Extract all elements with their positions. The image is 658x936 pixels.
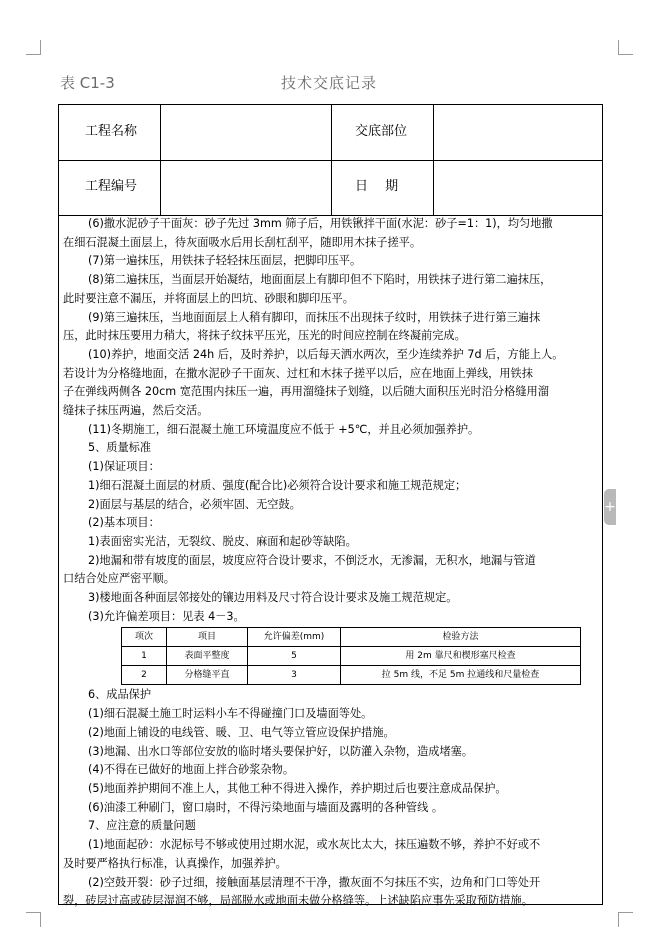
text-line: 及时要严格执行标准，认真操作，加强养护。 (63, 856, 287, 870)
text-line: (6)油漆工种刷门，窗口扇时，不得污染地面与墙面及露明的各种管线 。 (88, 800, 444, 814)
table-header-cell: 检验方法 (341, 628, 581, 647)
info-row-1 (59, 105, 602, 161)
text-line: 子在弹线两侧各 20cm 宽范围内抹压一遍，再用溜缝抹子划缝，以后随大面积压光时沿分格缝用溜 (63, 385, 549, 399)
text-line: (5)地面养护期间不准上人，其他工种不得进入操作，养护期过后也要注意成品保护。 (88, 781, 507, 795)
text-line: (11)冬期施工，细石混凝土施工环境温度应不低于 +5℃，并且必须加强养护。 (88, 422, 480, 436)
date-value[interactable] (439, 160, 599, 214)
table-header-cell: 项目 (167, 628, 248, 647)
table-header-row (122, 628, 581, 647)
text-line: (2)空鼓开裂：砂子过细，接触面基层清理不干净，撒灰面不匀抹压不实，边角和门口等处开 (88, 875, 541, 889)
text-line: 1)细石混凝土面层的材质、强度(配合比)必须符合设计要求和施工规范规定； (88, 478, 467, 492)
text-line: (3)地漏、出水口等部位安放的临时堵头要保护好，以防灌入杂物，造成堵塞。 (88, 744, 474, 758)
text-line: 6、成品保护 (88, 688, 152, 702)
text-line: 口结合处应严密平顺。 (63, 572, 175, 586)
info-row-2 (59, 160, 602, 216)
deviation-table (121, 627, 581, 685)
record-sheet (58, 104, 603, 908)
text-line: 若设计为分格缝地面，在撒水泥砂子干面灰、过杠和木抹子搓平以后，应在地面上弹线，用铁抹 (63, 366, 533, 380)
date-label: 日 期 (355, 179, 399, 194)
project-no-value[interactable] (167, 160, 327, 214)
text-line: 5、质量标准 (88, 441, 152, 455)
crop-mark-top-right (618, 40, 633, 55)
text-line: (3)允许偏差项目：见表 4－3。 (88, 609, 245, 623)
crop-mark-bottom-left (26, 912, 41, 927)
text-line: 2)地漏和带有坡度的面层，坡度应符合设计要求，不倒泛水，无渗漏，无积水，地漏与管道 (88, 553, 536, 567)
text-line: (2)基本项目： (88, 516, 160, 530)
table-cell: 5 (248, 647, 341, 666)
project-name-label: 工程名称 (85, 124, 138, 139)
text-line: (2)地面上铺设的电线管、暖、卫、电气等立管应设保护措施。 (88, 725, 395, 739)
form-number: 表 C1-3 (60, 74, 115, 92)
text-line: (8)第二遍抹压，当面层开始凝结，地面面层上有脚印但不下陷时，用铁抹子进行第二遍抹压， (88, 273, 552, 287)
text-line: 裂，砖层过高或砖层湿润不够，局部脱水或地面未做分格缝等。上述缺陷应事先采取预防措施。 (63, 894, 533, 908)
table-header-cell: 允许偏差(mm) (248, 628, 341, 647)
text-line: (1)保证项目： (88, 460, 160, 474)
table-cell: 3 (248, 666, 341, 685)
plus-icon[interactable]: + (604, 489, 616, 525)
text-line: (4)不得在已做好的地面上拌合砂浆杂物。 (88, 763, 295, 777)
project-name-value[interactable] (167, 105, 327, 159)
text-line: (1)地面起砂：水泥标号不够或使用过期水泥，或水灰比太大，抹压遍数不够，养护不好或不 (88, 838, 541, 852)
table-cell: 拉 5m 线，不足 5m 拉通线和尺量检查 (341, 666, 581, 685)
text-line: 7、应注意的质量问题 (88, 819, 196, 833)
location-label: 交底部位 (355, 124, 408, 139)
text-line: 3)楼地面各种面层邻接处的镶边用料及尺寸符合设计要求及施工规范规定。 (88, 591, 458, 605)
crop-mark-bottom-right (618, 912, 633, 927)
table-cell: 分格缝平直 (167, 666, 248, 685)
table-cell: 1 (122, 647, 167, 666)
text-line: (1)细石混凝土施工时运料小车不得碰撞门口及墙面等处。 (88, 707, 373, 721)
text-line: 缝抹子抹压两遍，然后交活。 (63, 404, 209, 418)
text-line: 压，此时抹压要用力稍大，将抹子纹抹平压光，压光的时间应控制在终凝前完成。 (63, 329, 466, 343)
table-header-cell: 项次 (122, 628, 167, 647)
deviation-table-wrap (63, 627, 598, 685)
disclosure-content (63, 215, 598, 911)
table-cell: 用 2m 靠尺和楔形塞尺检查 (341, 647, 581, 666)
project-no-label: 工程编号 (85, 179, 138, 194)
table-cell: 表面平整度 (167, 647, 248, 666)
location-value[interactable] (439, 105, 599, 159)
table-cell: 2 (122, 666, 167, 685)
page-title: 技术交底记录 (280, 74, 377, 92)
table-row (122, 666, 581, 685)
text-line: (6)撒水泥砂子干面灰：砂子先过 3mm 筛子后，用铁锹拌干面(水泥：砂子=1：1)，均匀地撒 (88, 217, 553, 230)
content-lines-after (63, 686, 598, 910)
text-line: (9)第三遍抹压，当地面面层上人稍有脚印，而抹压不出现抹子纹时，用铁抹子进行第三遍抹 (88, 310, 541, 324)
table-row (122, 647, 581, 666)
content-lines-before (63, 215, 598, 626)
text-line: 2)面层与基层的结合，必须牢固、无空鼓。 (88, 497, 301, 511)
crop-mark-top-left (26, 40, 41, 55)
text-line: (7)第一遍抹压，用铁抹子轻轻抹压面层，把脚印压平。 (88, 254, 362, 268)
text-line: 1)表面密实光洁，无裂纹、脱皮、麻面和起砂等缺陷。 (88, 534, 357, 548)
text-line: (10)养护，地面交活 24h 后，及时养护，以后每天洒水两次，至少连续养护 7d 后，方能上人。 (88, 347, 564, 361)
text-line: 此时要注意不漏压，并将面层上的凹坑、砂眼和脚印压平。 (63, 291, 354, 305)
text-line: 在细石混凝土面层上，待灰面吸水后用长刮杠刮平，随即用木抹子搓平。 (63, 235, 422, 249)
